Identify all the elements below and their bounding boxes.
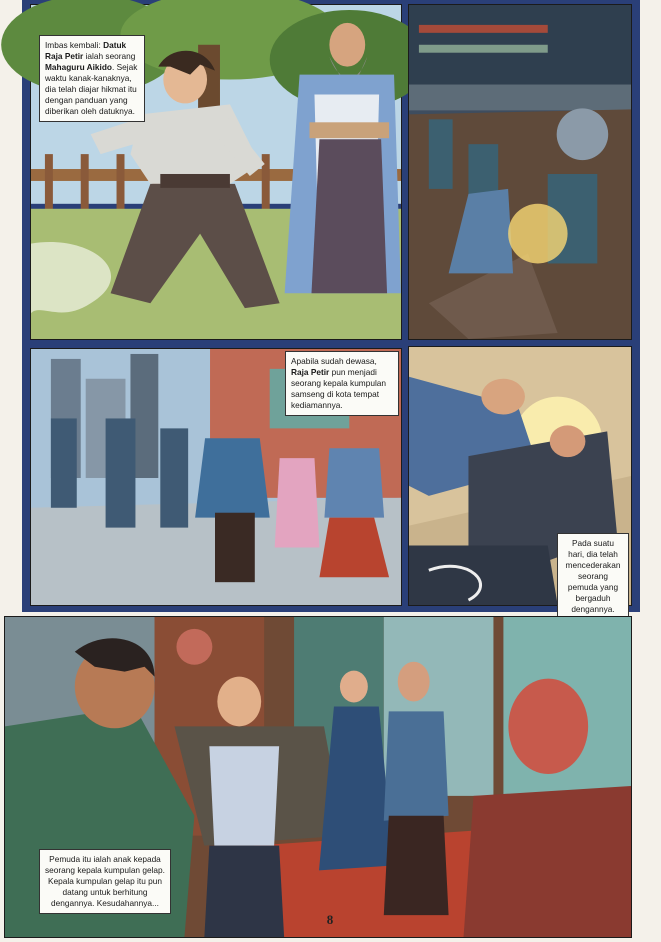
caption-rest-text: pun menjadi seorang kepala kumpulan samseng di kota tempat kediamannya. [291,367,387,410]
caption-intro-text: Imbas kembali: [45,40,104,50]
caption-injury [557,533,629,620]
panel-flashback-garden [30,4,402,340]
caption-adult [285,351,399,416]
martial-art-name: Mahaguru Aikido [45,62,112,72]
caption-flashback [39,35,145,122]
caption-father [39,849,171,914]
panel-street-gang [30,348,402,606]
caption-text: Pemuda itu ialah anak kepada seorang kepala kumpulan gelap. Kepala kumpulan gelap itu pun datang untuk berhitung dengannya. Kesudahannya... [45,854,165,908]
panel-bar-brawl [408,4,632,340]
character-name-raja-petir: Datuk Raja Petir [45,40,127,61]
caption-intro-text: Apabila sudah dewasa, [291,356,377,366]
bar-scene [409,5,631,339]
panel-confrontation [4,616,632,938]
character-name-raja-petir: Raja Petir [291,367,330,377]
caption-text: Pada suatu hari, dia telah mencederakan seorang pemuda yang bergaduh dengannya. [565,538,621,614]
caption-mid-text: ialah seorang [83,51,136,61]
panel-injury [408,346,632,614]
caption-rest-text: . Sejak waktu kanak-kanaknya, dia telah diajar hikmat itu dengan panduan yang diberikan oleh datuknya. [45,62,138,116]
page-number: 8 [326,912,334,927]
